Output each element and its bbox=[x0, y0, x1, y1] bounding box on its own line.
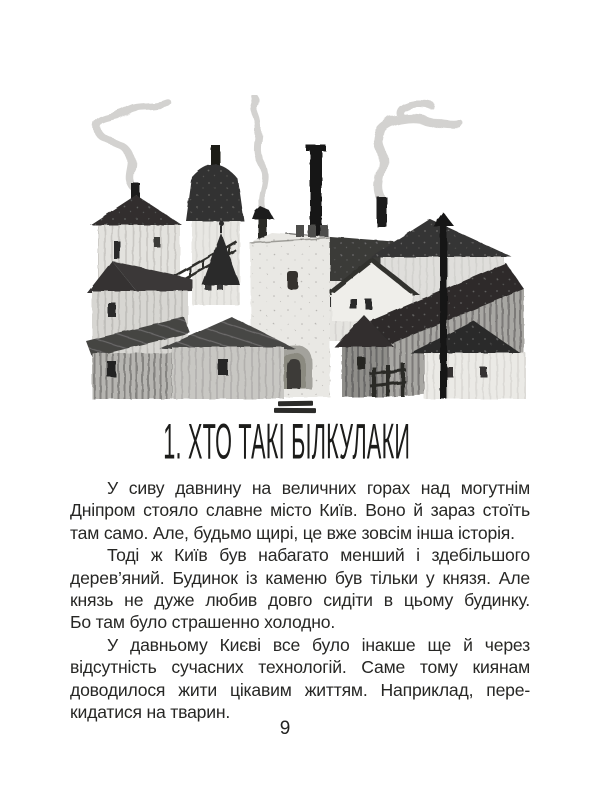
body-line: У давньому Києві все було інакше ще й через bbox=[107, 634, 530, 655]
body-line: доводилося жити цікавим життям. Наприклад, пере- bbox=[70, 679, 530, 700]
chapter-title bbox=[0, 412, 587, 470]
body-line: Тоді ж Київ був набагато менший і здебільшого bbox=[107, 545, 530, 566]
body-line: кидатися на тварин. bbox=[70, 702, 231, 723]
scene-divider bbox=[0, 401, 595, 412]
divider-bar bbox=[277, 401, 312, 406]
body-line: У сиву давнину на величних горах над могутнім bbox=[107, 478, 530, 498]
body-line: Бо там було страшенно холодно. bbox=[70, 612, 336, 633]
body-line: дерев’яний. Будинок із каменю був тільки у князя. Але bbox=[70, 567, 530, 588]
town-buildings bbox=[86, 145, 526, 399]
chapter-title-text: 1. ХТО ТАКІ БІЛКУЛАКИ bbox=[163, 413, 411, 470]
body-text bbox=[70, 477, 530, 723]
smoke-trails bbox=[97, 97, 460, 213]
tower-window bbox=[287, 271, 298, 289]
body-line: Дніпром стояло славне місто Київ. Воно й зараз стоїть bbox=[70, 500, 530, 521]
body-line: князь не дуже любив довго сидіти в цьому будинку. bbox=[70, 590, 530, 611]
town-illustration bbox=[74, 95, 526, 400]
chimney-cap bbox=[252, 206, 274, 219]
body-line: там само. Але, будьмо щирі, це вже зовсім інша історія. bbox=[70, 522, 515, 543]
page-number: 9 bbox=[279, 718, 291, 739]
body-line: відсутність сучасних технологій. Саме тому киянам bbox=[70, 657, 530, 678]
